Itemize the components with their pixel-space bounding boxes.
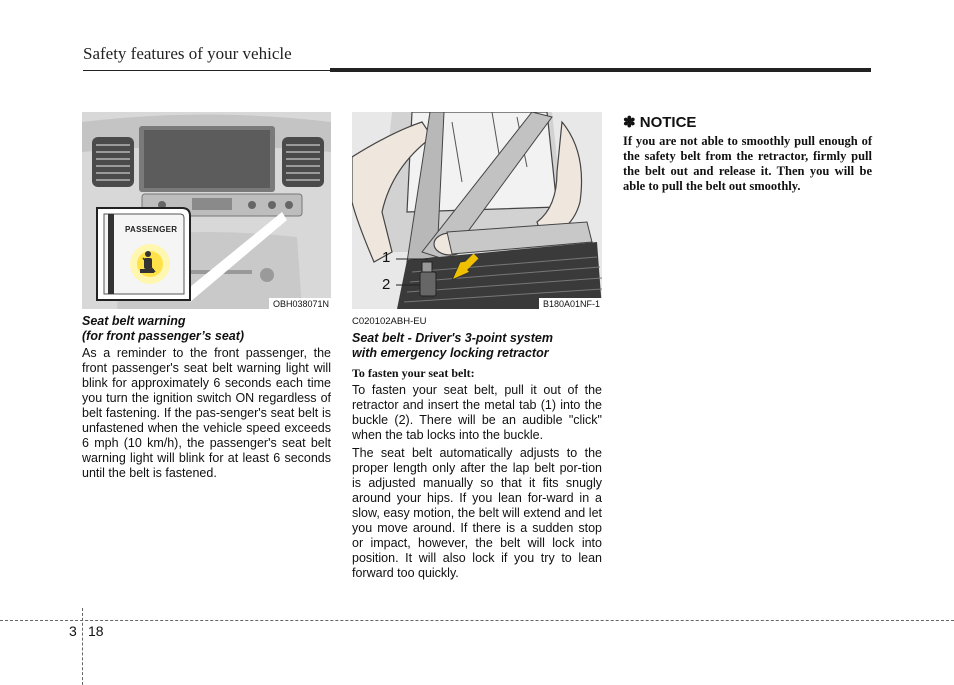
caption-line: Seat belt warning [82,314,186,328]
figure-seat-belt [352,112,602,309]
figure-code: OBH038071N [269,298,331,309]
notice-title: ✽ NOTICE [623,114,697,131]
page-number: 18 [88,623,104,639]
caption-line: with emergency locking retractor [352,346,549,360]
body-paragraph: The seat belt automatically adjusts to the proper length only after the lap belt por-tion is adjusted manually so that it fits snugly around your hips. If you lean for-ward in a slow, easy motion, the belt will extend and let you move around. If there is a sudden stop or impact, however, the belt will lock into position. It will also lock if you try to lean forward too quickly. [352,446,602,580]
dashboard-illustration [82,112,331,309]
callout-tab: 1 [382,249,391,266]
footer-rule [0,620,954,621]
body-paragraph: To fasten your seat belt, pull it out of the retractor and insert the metal tab (1) into the buckle (2). There will be an audible "click" when the tab locks into the buckle. [352,383,602,442]
document-code: C020102ABH-EU [352,316,427,327]
passenger-label: PASSENGER [125,225,178,234]
header-rule-bar [330,68,871,72]
callout-buckle: 2 [382,276,391,293]
middle-column [352,112,602,581]
figure-caption [352,331,602,361]
page-header-title: Safety features of your vehicle [83,44,292,63]
footer-divider [82,608,83,685]
figure-caption [82,314,331,344]
figure-code: B180A01NF-1 [539,298,602,309]
notice-body: If you are not able to smoothly pull enough of the safety belt from the retractor, firmly pull the belt out and release it. Then you will be able to pull the belt out smoothly. [623,134,872,193]
figure-passenger-warning [82,112,331,309]
caption-line: Seat belt - Driver's 3-point system [352,331,553,345]
right-column [623,112,872,194]
body-paragraph: As a reminder to the front passenger, the front passenger's seat belt warning light will blink for approximately 6 seconds each time you turn the ignition switch ON regardless of belt fastening. If the pas-senger's seat belt is unfastened when the vehicle speed exceeds 6 mph (10 km/h), the passenger's seat belt warning light will blink for at least 6 seconds until the belt is fastened. [82,346,331,480]
subheading: To fasten your seat belt: [352,366,475,380]
caption-line: (for front passenger’s seat) [82,329,245,343]
chapter-number: 3 [69,623,77,639]
left-column [82,112,331,481]
